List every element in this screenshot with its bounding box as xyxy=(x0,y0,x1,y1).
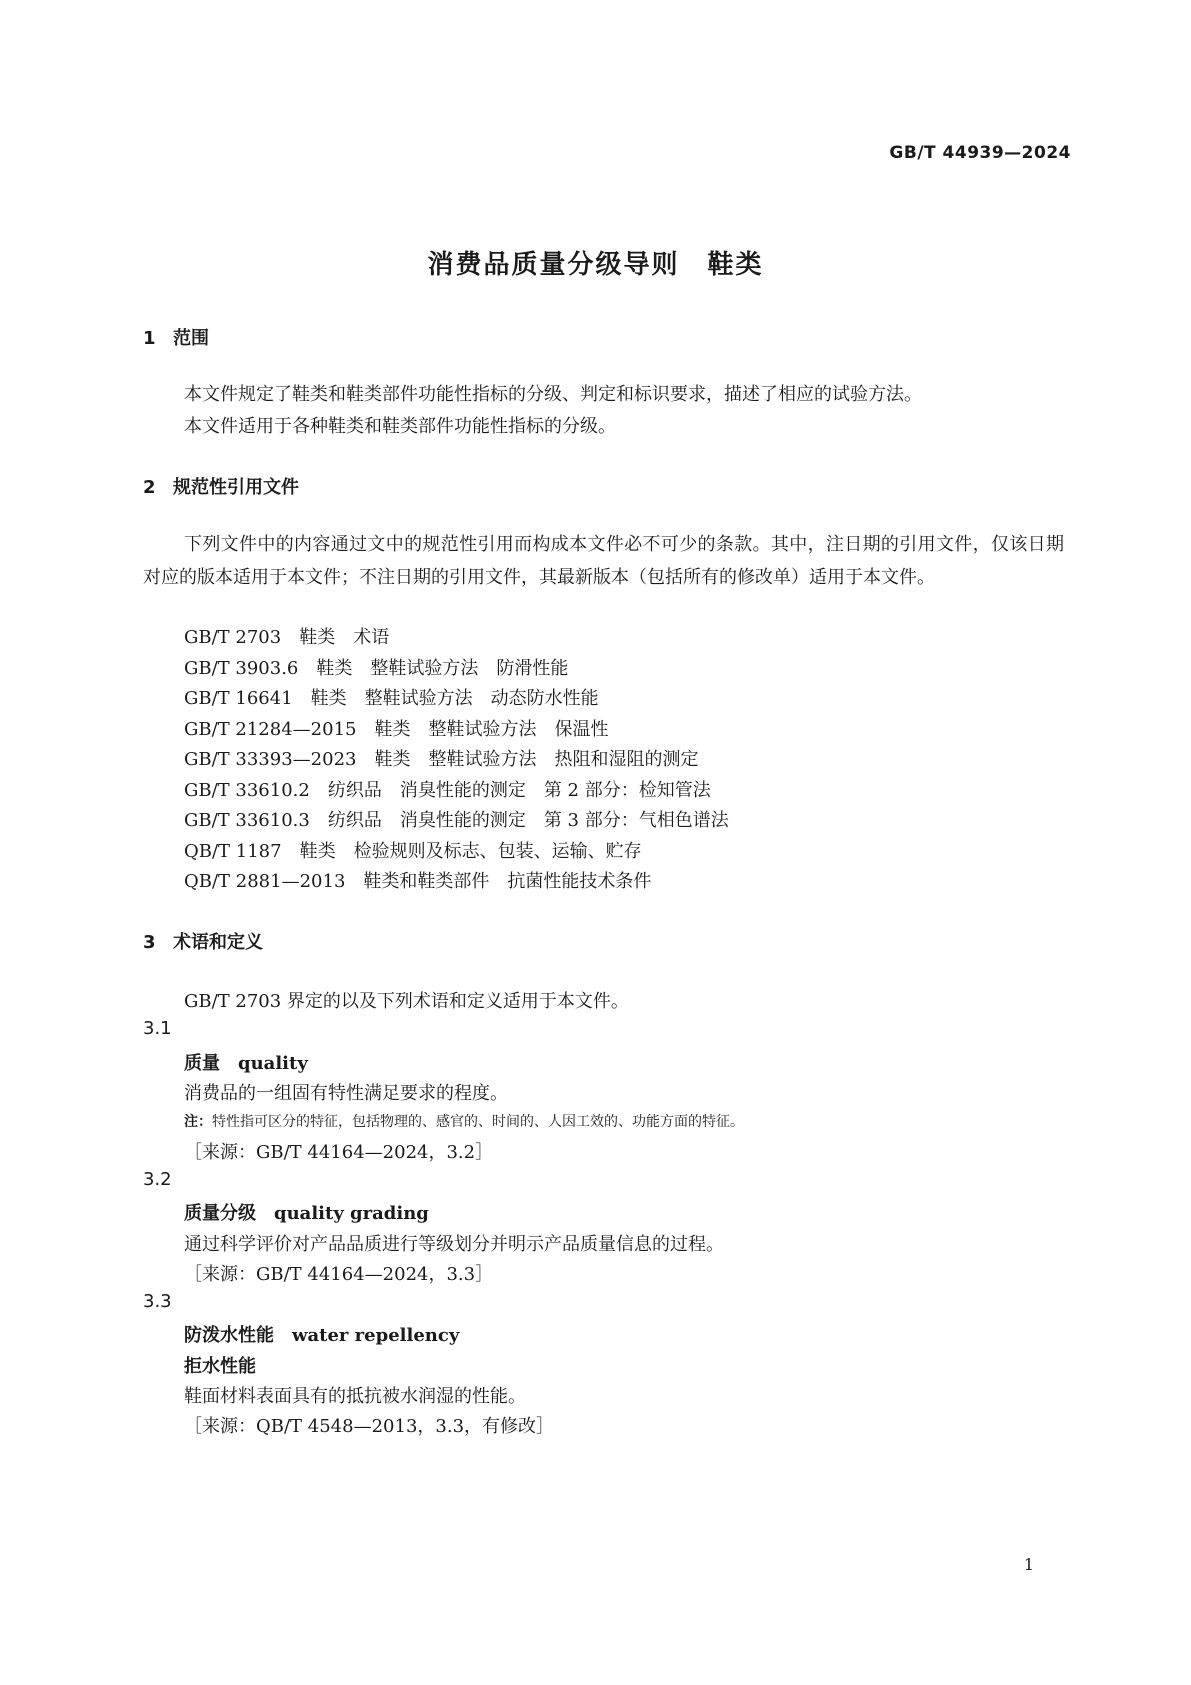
term-number: 3.3 xyxy=(143,1291,172,1312)
section-number: 2 xyxy=(143,477,156,498)
note-label: 注： xyxy=(184,1114,212,1130)
reference-item: GB/T 33610.2 纺织品 消臭性能的测定 第 2 部分：检知管法 xyxy=(184,780,711,801)
reference-item: GB/T 33610.3 纺织品 消臭性能的测定 第 3 部分：气相色谱法 xyxy=(184,810,729,831)
term-number: 3.2 xyxy=(143,1169,172,1190)
section-title: 规范性引用文件 xyxy=(173,477,299,498)
term-source: ［来源：QB/T 4548—2013，3.3，有修改］ xyxy=(184,1416,555,1437)
reference-item: GB/T 33393—2023 鞋类 整鞋试验方法 热阻和湿阻的测定 xyxy=(184,749,699,770)
term-number: 3.1 xyxy=(143,1018,172,1039)
section-title: 术语和定义 xyxy=(173,932,263,953)
paragraph: GB/T 2703 界定的以及下列术语和定义适用于本文件。 xyxy=(184,991,629,1012)
section-title: 范围 xyxy=(173,328,209,349)
section-heading-terms-definitions xyxy=(143,928,263,954)
reference-item: GB/T 16641 鞋类 整鞋试验方法 动态防水性能 xyxy=(184,688,599,709)
section-heading-normative-references xyxy=(143,473,299,499)
term-definition: 通过科学评价对产品品质进行等级划分并明示产品质量信息的过程。 xyxy=(184,1234,724,1255)
document-id: GB/T 44939—2024 xyxy=(889,143,1071,163)
reference-item: QB/T 2881—2013 鞋类和鞋类部件 抗菌性能技术条件 xyxy=(184,871,652,892)
reference-item: QB/T 1187 鞋类 检验规则及标志、包装、运输、贮存 xyxy=(184,841,642,862)
term-definition: 鞋面材料表面具有的抵抗被水润湿的性能。 xyxy=(184,1386,526,1407)
term-definition: 消费品的一组固有特性满足要求的程度。 xyxy=(184,1083,508,1104)
term-name: 防泼水性能 water repellency xyxy=(184,1325,460,1346)
section-number: 3 xyxy=(143,932,156,953)
note-text: 特性指可区分的特征，包括物理的、感官的、时间的、人因工效的、功能方面的特征。 xyxy=(212,1114,744,1130)
paragraph: 本文件适用于各种鞋类和鞋类部件功能性指标的分级。 xyxy=(184,416,616,437)
term-source: ［来源：GB/T 44164—2024，3.3］ xyxy=(184,1264,494,1285)
term-name: 质量 quality xyxy=(184,1053,308,1074)
term-note xyxy=(184,1111,744,1131)
term-source: ［来源：GB/T 44164—2024，3.2］ xyxy=(184,1142,494,1163)
paragraph: 下列文件中的内容通过文中的规范性引用而构成本文件必不可少的条款。其中，注日期的引用文件，仅该日期对应的版本适用于本文件；不注日期的引用文件，其最新版本（包括所有的修改单）适用于本文件。 xyxy=(143,534,1064,588)
reference-item: GB/T 2703 鞋类 术语 xyxy=(184,627,390,648)
document-title: 消费品质量分级导则 鞋类 xyxy=(427,250,764,280)
reference-item: GB/T 3903.6 鞋类 整鞋试验方法 防滑性能 xyxy=(184,658,569,679)
term-alt-name: 拒水性能 xyxy=(184,1356,256,1377)
reference-item: GB/T 21284—2015 鞋类 整鞋试验方法 保温性 xyxy=(184,719,609,740)
term-name: 质量分级 quality grading xyxy=(184,1203,429,1224)
section-heading-scope xyxy=(143,324,209,350)
paragraph: 本文件规定了鞋类和鞋类部件功能性指标的分级、判定和标识要求，描述了相应的试验方法。 xyxy=(184,384,922,405)
page-number: 1 xyxy=(1023,1555,1034,1574)
section-number: 1 xyxy=(143,328,156,349)
